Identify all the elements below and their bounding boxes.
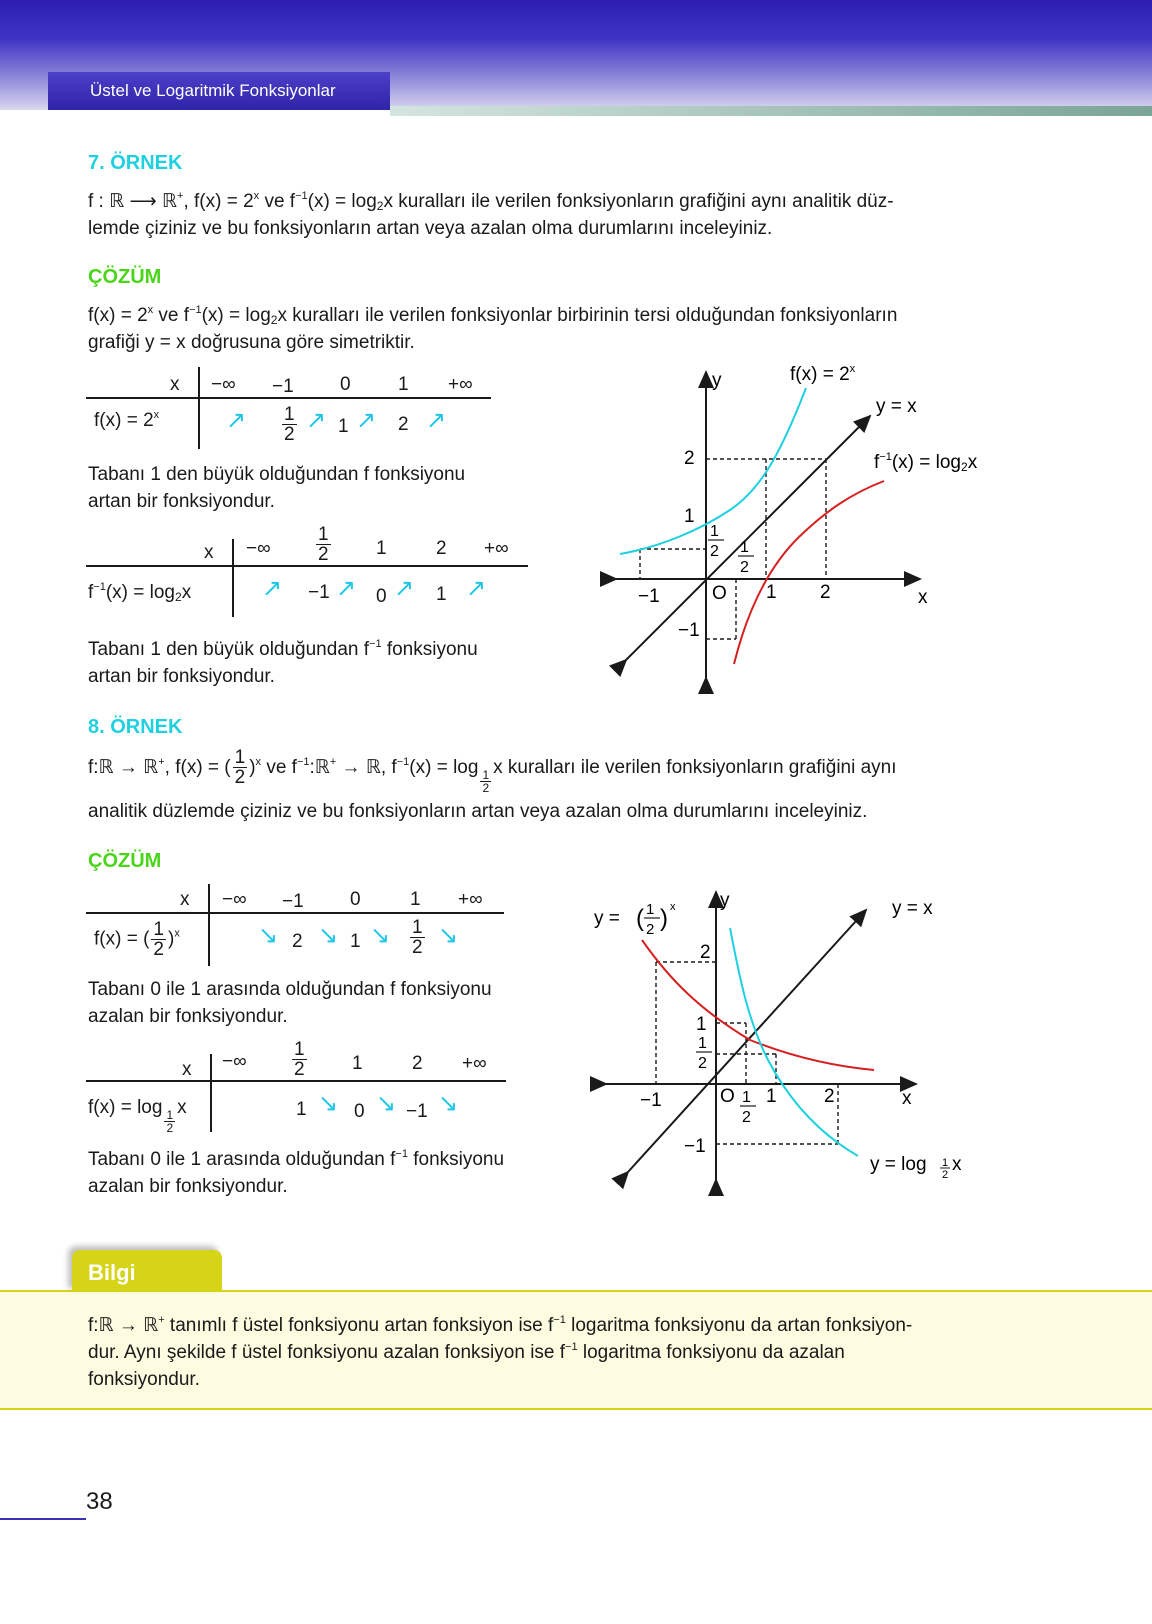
table-head: 0: [340, 374, 351, 395]
info-text: f:ℝ → ℝ+ tanımlı f üstel fonksiyonu artan fonksiyon ise $f^{-1}$ logaritma fonksiyonu da artan fonksiyon- dur. Aynı şekilde f üstel fonksiyonu azalan fonksiyon ise $f^{-1}$ logaritma fonksiyonu da azalan fonksiyondur.: [88, 1314, 913, 1390]
table-f-label: f(x) = log $\frac{1}{2}$ x: [88, 1097, 187, 1135]
log-label: $f^{-1}(x) = \log 2x$: [874, 451, 978, 474]
table-value: 1: [350, 931, 361, 952]
example7-note1: Tabanı 1 den büyük olduğundan f fonksiyonu artan bir fonksiyondur.: [88, 464, 466, 512]
table-head: $\frac{1}{2}$: [318, 524, 329, 565]
x-tick: 2: [820, 582, 831, 603]
table-head: +∞: [484, 538, 509, 559]
table-head: −∞: [246, 538, 271, 559]
variation-table-4: [86, 1039, 506, 1135]
x-tick: 1: [740, 539, 749, 556]
increase-arrow: ↗: [426, 407, 447, 434]
table-x-label: x: [170, 374, 180, 395]
svg-text:x: x: [670, 901, 676, 913]
table-f-label: $f^{-1}(x) = \log_2x$: [88, 581, 192, 604]
identity-label: y = x: [876, 396, 917, 417]
table-value: 1: [296, 1099, 307, 1120]
decrease-arrow: ↘: [318, 1090, 339, 1117]
svg-text:1: 1: [646, 901, 655, 918]
page-rule: [0, 1518, 86, 1520]
table-value: 2: [398, 414, 409, 435]
y-tick: 2: [710, 543, 719, 560]
example8-note2: Tabanı 0 ile 1 arasında olduğundan $f^{-1}$ fonksiyonu azalan bir fonksiyondur.: [88, 1148, 505, 1197]
table-f-label: f(x) = ( $\frac{1}{2}$ )$^x$: [94, 919, 180, 960]
table-value: 1: [338, 416, 349, 437]
example7-graph: [600, 360, 1050, 700]
table-head: −∞: [222, 1051, 247, 1072]
page-number: 38: [86, 1488, 113, 1515]
table-value: 1: [436, 584, 447, 605]
table-value: 2: [292, 931, 303, 952]
header-rule: [390, 106, 1152, 116]
table-head: −∞: [222, 889, 247, 910]
origin-label: O: [720, 1086, 735, 1107]
log-curve: [734, 481, 884, 664]
example7-question: f : ℝ ⟶ ℝ+, $f(x) = 2^x$ ve $f^{-1}(x) = \log_2x$ kuralları ile verilen fonksiyonların grafiğini aynı analitik düz- lemde çiziniz ve bu fonksiyonların artan veya azalan olma durumlarını inceleyiniz.: [88, 190, 894, 239]
table-x-label: x: [204, 542, 214, 563]
table-f-label: $f(x) = 2^x$: [94, 409, 160, 431]
identity-line: [628, 910, 866, 1172]
decrease-arrow: ↘: [376, 1090, 397, 1117]
guide-lines: [640, 459, 826, 639]
log-label: y = log: [870, 1154, 927, 1175]
increase-arrow: ↗: [336, 575, 357, 602]
table-head: 1: [410, 889, 421, 910]
increase-arrow: ↗: [356, 407, 377, 434]
table-head: 1: [352, 1053, 363, 1074]
example8-heading: 8. ÖRNEK: [88, 716, 183, 738]
y-tick: −1: [678, 620, 700, 641]
variation-table-3: [86, 882, 504, 966]
table-head: 2: [412, 1053, 423, 1074]
table-value: $\frac{1}{2}$: [412, 917, 423, 958]
table-x-label: x: [180, 889, 190, 910]
x-tick: 2: [742, 1109, 751, 1126]
table-value: −1: [406, 1101, 428, 1122]
increase-arrow: ↗: [394, 575, 415, 602]
increase-arrow: ↗: [262, 575, 283, 602]
table-head: 0: [350, 889, 361, 910]
svg-text:1: 1: [942, 1157, 949, 1169]
y-tick: 2: [700, 942, 711, 963]
example7-note2: Tabanı 1 den büyük olduğundan $f^{-1}$ fonksiyonu artan bir fonksiyondur.: [88, 638, 478, 687]
table-head: 1: [398, 374, 409, 395]
decrease-arrow: ↘: [438, 922, 459, 949]
example8-question-line2: analitik düzlemde çiziniz ve bu fonksiyonların artan veya azalan olma durumlarını inceleyiniz.: [88, 801, 868, 822]
increase-arrow: ↗: [466, 575, 487, 602]
y-tick: 1: [698, 1035, 707, 1052]
example8-note1: Tabanı 0 ile 1 arasında olduğundan f fonksiyonu azalan bir fonksiyondur.: [88, 979, 492, 1027]
example8-solution-heading: ÇÖZÜM: [88, 850, 162, 872]
x-tick: 2: [824, 1086, 835, 1107]
x-axis-label: x: [918, 587, 928, 608]
info-tab: Bilgi: [72, 1250, 222, 1292]
table-head: +∞: [448, 374, 473, 395]
table-head: 1: [376, 538, 387, 559]
chapter-title: Üstel ve Logaritmik Fonksiyonlar: [48, 72, 390, 110]
x-tick: 1: [742, 1089, 751, 1106]
svg-text:): ): [660, 905, 668, 932]
x-tick: 2: [740, 559, 749, 576]
table-head: 2: [436, 538, 447, 559]
table-head: −∞: [211, 374, 236, 395]
exp-label: y =: [594, 908, 620, 929]
table-value: −1: [308, 582, 330, 603]
y-tick: 2: [684, 448, 695, 469]
table-head: −1: [282, 891, 304, 912]
decrease-arrow: ↘: [370, 922, 391, 949]
y-tick: 1: [684, 506, 695, 527]
example7-solution-heading: ÇÖZÜM: [88, 266, 162, 288]
example8-graph: [590, 880, 1010, 1220]
table-x-label: x: [182, 1059, 192, 1080]
table-head: −1: [272, 376, 294, 397]
example7-solution-text: $f(x) = 2^x$ ve $f^{-1}(x) = \log_2x$ kuralları ile verilen fonksiyonlar birbirinin tersi olduğundan fonksiyonların grafiği y = x doğrusuna göre simetriktir.: [88, 304, 898, 353]
x-tick: −1: [640, 1090, 662, 1111]
svg-text:(: (: [636, 905, 644, 932]
origin-label: O: [712, 583, 727, 604]
variation-table-2: [86, 525, 528, 617]
exp-curve: [642, 940, 874, 1070]
identity-label: y = x: [892, 898, 933, 919]
table-head: $\frac{1}{2}$: [294, 1039, 305, 1080]
y-tick: 2: [698, 1055, 707, 1072]
increase-arrow: ↗: [226, 407, 247, 434]
x-axis-label: x: [902, 1088, 912, 1109]
x-tick: 1: [766, 1086, 777, 1107]
x-tick: 1: [766, 582, 777, 603]
decrease-arrow: ↘: [438, 1090, 459, 1117]
example7-heading: 7. ÖRNEK: [88, 152, 183, 174]
svg-text:2: 2: [942, 1169, 949, 1181]
y-axis-label: y: [720, 890, 730, 911]
table-head: +∞: [458, 889, 483, 910]
y-tick: 1: [710, 523, 719, 540]
table-value: $\frac{1}{2}$: [284, 404, 295, 445]
svg-text:2: 2: [646, 921, 655, 938]
identity-line: [626, 416, 870, 660]
svg-text:x: x: [952, 1154, 962, 1175]
variation-table-1: [86, 367, 491, 449]
table-value: 0: [376, 586, 387, 607]
y-axis-label: y: [712, 370, 722, 391]
table-value: 0: [354, 1101, 365, 1122]
example8-question: f:ℝ → ℝ+, f(x) = ( $\frac{1}{2}$ )$^x$ ve $f^{-1}:ℝ^+$ → ℝ, $f^{-1}(x) = \log$ $\frac{1}{2}$ x kuralları ile verilen fonksiyonların grafiğini aynı: [88, 747, 897, 795]
table-head: +∞: [462, 1053, 487, 1074]
decrease-arrow: ↘: [258, 922, 279, 949]
decrease-arrow: ↘: [318, 922, 339, 949]
x-tick: −1: [638, 586, 660, 607]
increase-arrow: ↗: [306, 407, 327, 434]
exp-label: $f(x) = 2^x$: [790, 363, 856, 385]
y-tick: 1: [696, 1014, 707, 1035]
y-tick: −1: [684, 1136, 706, 1157]
